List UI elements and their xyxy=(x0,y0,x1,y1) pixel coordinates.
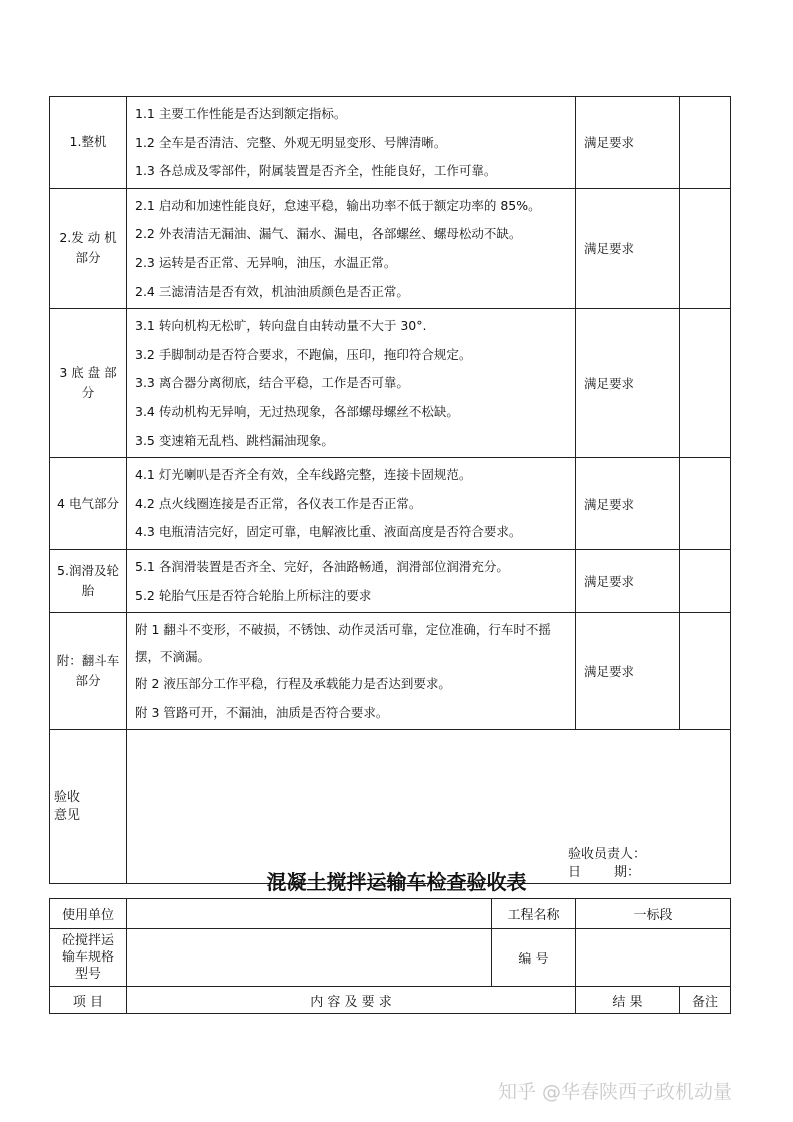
category-cell: 2.发 动 机部分 xyxy=(50,188,127,308)
items-cell xyxy=(127,549,576,612)
check-item: 附 3 管路可开，不漏油，油质是否符合要求。 xyxy=(135,704,389,720)
check-item: 4.1 灯光喇叭是否齐全有效，全车线路完整，连接卡固规范。 xyxy=(135,467,472,483)
remark-cell xyxy=(680,97,731,189)
checklist-row xyxy=(50,97,731,189)
check-item: 附 2 液压部分工作平稳，行程及承载能力是否达到要求。 xyxy=(135,676,451,692)
check-item: 3.1 转向机构无松旷，转向盘自由转动量不大于 30°. xyxy=(135,318,427,334)
unit-field[interactable] xyxy=(127,899,492,929)
col-result-header: 结 果 xyxy=(576,987,680,1014)
info-row xyxy=(50,899,731,929)
acceptance-opinion-row xyxy=(50,730,731,884)
number-label: 编 号 xyxy=(492,929,576,987)
category-cell: 附：翻斗车部分 xyxy=(50,613,127,730)
column-header-row xyxy=(50,987,731,1014)
check-item: 2.4 三滤清洁是否有效，机油油质颜色是否正常。 xyxy=(135,283,409,299)
check-item: 1.3 各总成及零部件，附属装置是否齐全，性能良好，工作可靠。 xyxy=(135,163,497,179)
check-item: 1.2 全车是否清洁、完整、外观无明显变形、号牌清晰。 xyxy=(135,134,447,150)
info-row xyxy=(50,929,731,987)
project-field[interactable]: 一标段 xyxy=(576,899,731,929)
col-content-header: 内 容 及 要 求 xyxy=(127,987,576,1014)
opinion-label: 验收意见 xyxy=(53,789,80,823)
model-label xyxy=(50,929,127,987)
category-cell: 5.润滑及轮胎 xyxy=(50,549,127,612)
vehicle-info-table xyxy=(49,898,731,1014)
check-item: 3.3 离合器分离彻底，结合平稳，工作是否可靠。 xyxy=(135,375,409,391)
check-item: 4.2 点火线圈连接是否正常，各仪表工作是否正常。 xyxy=(135,495,422,511)
remark-cell xyxy=(680,309,731,458)
inspection-checklist-table xyxy=(49,96,731,884)
check-item: 2.3 运转是否正常、无异响，油压，水温正常。 xyxy=(135,254,397,270)
check-item: 附 1 翻斗不变形，不破损，不锈蚀、动作灵活可靠，定位准确，行车时不摇摆，不滴漏。 xyxy=(135,622,551,665)
result-cell: 满足要求 xyxy=(576,613,680,730)
unit-label: 使用单位 xyxy=(50,899,127,929)
result-cell: 满足要求 xyxy=(576,188,680,308)
check-item: 2.1 启动和加速性能良好，怠速平稳，输出功率不低于额定功率的 85%。 xyxy=(135,197,541,213)
checklist-row xyxy=(50,188,731,308)
items-cell xyxy=(127,458,576,550)
category-cell: 4 电气部分 xyxy=(50,458,127,550)
check-item: 3.2 手脚制动是否符合要求，不跑偏，压印，拖印符合规定。 xyxy=(135,346,472,362)
form-title: 混凝土搅拌运输车检查验收表 xyxy=(266,870,527,894)
category-cell: 1.整机 xyxy=(50,97,127,189)
check-item: 3.5 变速箱无乱档、跳档漏油现象。 xyxy=(135,432,334,448)
check-item: 3.4 传动机构无异响，无过热现象，各部螺母螺丝不松缺。 xyxy=(135,403,459,419)
check-item: 5.2 轮胎气压是否符合轮胎上所标注的要求 xyxy=(135,587,372,603)
check-item: 5.1 各润滑装置是否齐全、完好，各油路畅通，润滑部位润滑充分。 xyxy=(135,558,509,574)
result-cell: 满足要求 xyxy=(576,97,680,189)
checklist-row xyxy=(50,549,731,612)
inspector-label: 验收员责人： xyxy=(568,847,647,863)
project-label: 工程名称 xyxy=(492,899,576,929)
remark-cell xyxy=(680,458,731,550)
remark-cell xyxy=(680,613,731,730)
result-cell: 满足要求 xyxy=(576,458,680,550)
items-cell xyxy=(127,309,576,458)
remark-cell xyxy=(680,549,731,612)
date-label: 日 期： xyxy=(568,865,641,881)
checklist-row xyxy=(50,458,731,550)
items-cell xyxy=(127,188,576,308)
model-label-text: 砼搅拌运输车规格型号 xyxy=(62,933,115,982)
opinion-label-cell xyxy=(50,730,127,884)
result-cell: 满足要求 xyxy=(576,309,680,458)
col-remark-header: 备注 xyxy=(680,987,731,1014)
remark-cell xyxy=(680,188,731,308)
opinion-area xyxy=(127,730,731,884)
checklist-row xyxy=(50,613,731,730)
watermark: 知乎 @华春陕西子政机动量 xyxy=(498,1081,733,1103)
col-item-header: 项 目 xyxy=(50,987,127,1014)
items-cell xyxy=(127,97,576,189)
number-field[interactable] xyxy=(576,929,731,987)
check-item: 2.2 外表清洁无漏油、漏气、漏水、漏电，各部螺丝、螺母松动不缺。 xyxy=(135,226,522,242)
items-cell xyxy=(127,613,576,730)
category-cell: 3 底 盘 部分 xyxy=(50,309,127,458)
model-field[interactable] xyxy=(127,929,492,987)
checklist-row xyxy=(50,309,731,458)
result-cell: 满足要求 xyxy=(576,549,680,612)
check-item: 4.3 电瓶清洁完好，固定可靠，电解液比重、液面高度是否符合要求。 xyxy=(135,524,522,540)
check-item: 1.1 主要工作性能是否达到额定指标。 xyxy=(135,106,347,121)
